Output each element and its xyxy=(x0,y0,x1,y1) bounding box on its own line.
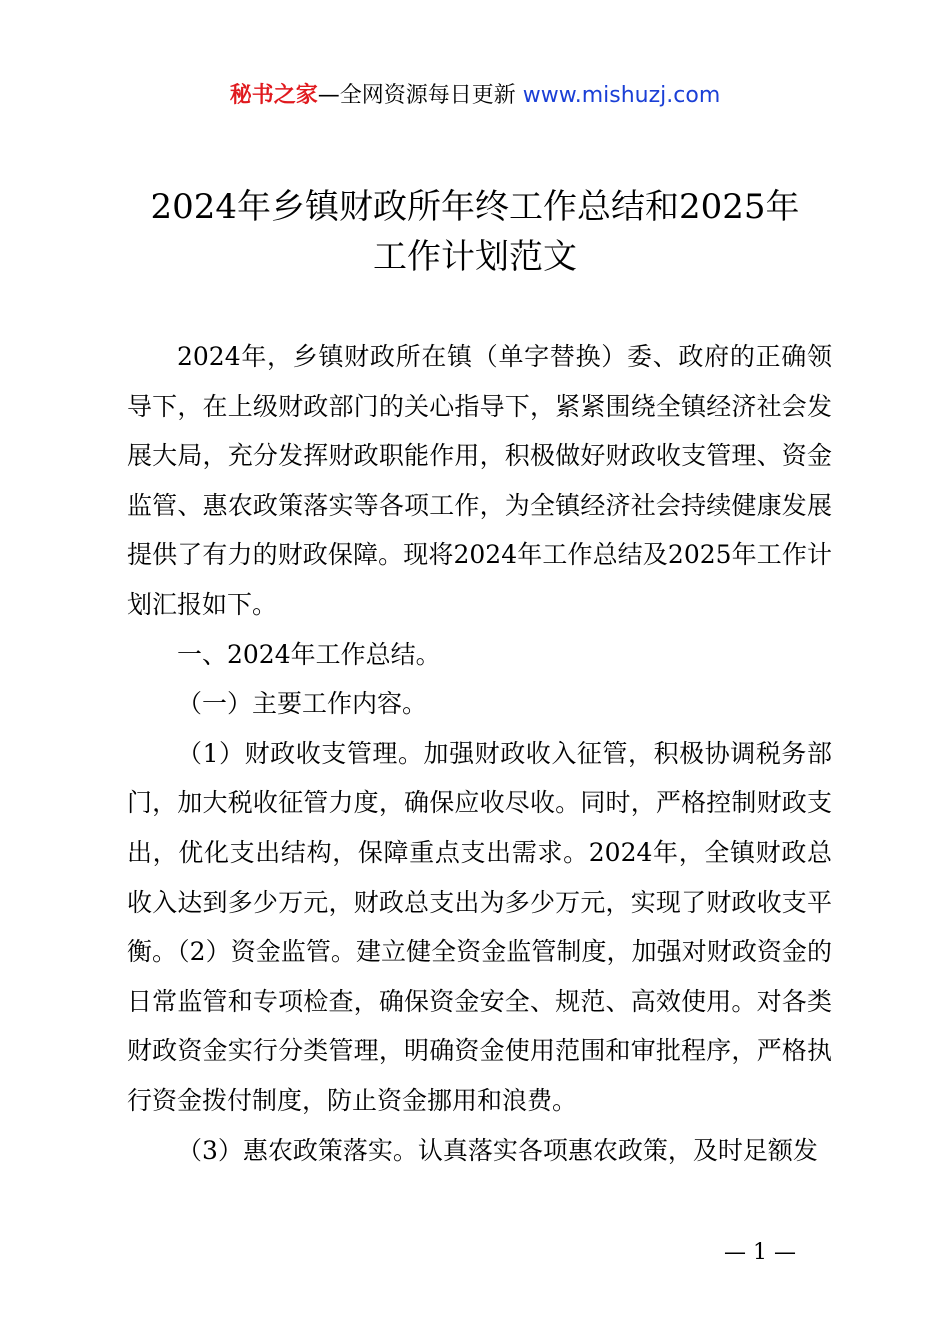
body-paragraph: （1）财政收支管理。加强财政收入征管，积极协调税务部门，加大税收征管力度，确保应收尽收。同时，严格控制财政支出，优化支出结构，保障重点支出需求。2024年，全镇财政总收入达到多少万元，财政总支出为多少万元，实现了财政收支平衡。（2）资金监管。建立健全资金监管制度，加强对财政资金的日常监管和专项检查，确保资金安全、规范、高效使用。对各类财政资金实行分类管理，明确资金使用范围和审批程序，严格执行资金拨付制度，防止资金挪用和浪费。 xyxy=(127,738,832,1115)
section-heading: 一、2024年工作总结。 xyxy=(177,639,441,669)
brand-name: 秘书之家 xyxy=(229,83,318,108)
title-line-2: 工作计划范文 xyxy=(373,237,577,277)
site-header xyxy=(0,80,950,112)
site-url-link[interactable]: www.mishuzj.com xyxy=(522,83,721,108)
body-paragraph: （3）惠农政策落实。认真落实各项惠农政策，及时足额发 xyxy=(177,1135,818,1165)
title-line-1: 2024年乡镇财政所年终工作总结和2025年 xyxy=(150,187,800,227)
intro-paragraph: 2024年，乡镇财政所在镇（单字替换）委、政府的正确领导下，在上级财政部门的关心指导下，紧紧围绕全镇经济社会发展大局，充分发挥财政职能作用，积极做好财政收支管理、资金监管、惠农政策落实等各项工作，为全镇经济社会持续健康发展提供了有力的财政保障。现将2024年工作总结及2025年工作计划汇报如下。 xyxy=(127,342,832,619)
document-body xyxy=(127,332,832,1175)
subsection-heading: （一）主要工作内容。 xyxy=(177,689,428,719)
document-title xyxy=(100,182,850,282)
header-tagline: —全网资源每日更新 xyxy=(317,83,516,108)
page-number: — 1 — xyxy=(724,1240,796,1265)
